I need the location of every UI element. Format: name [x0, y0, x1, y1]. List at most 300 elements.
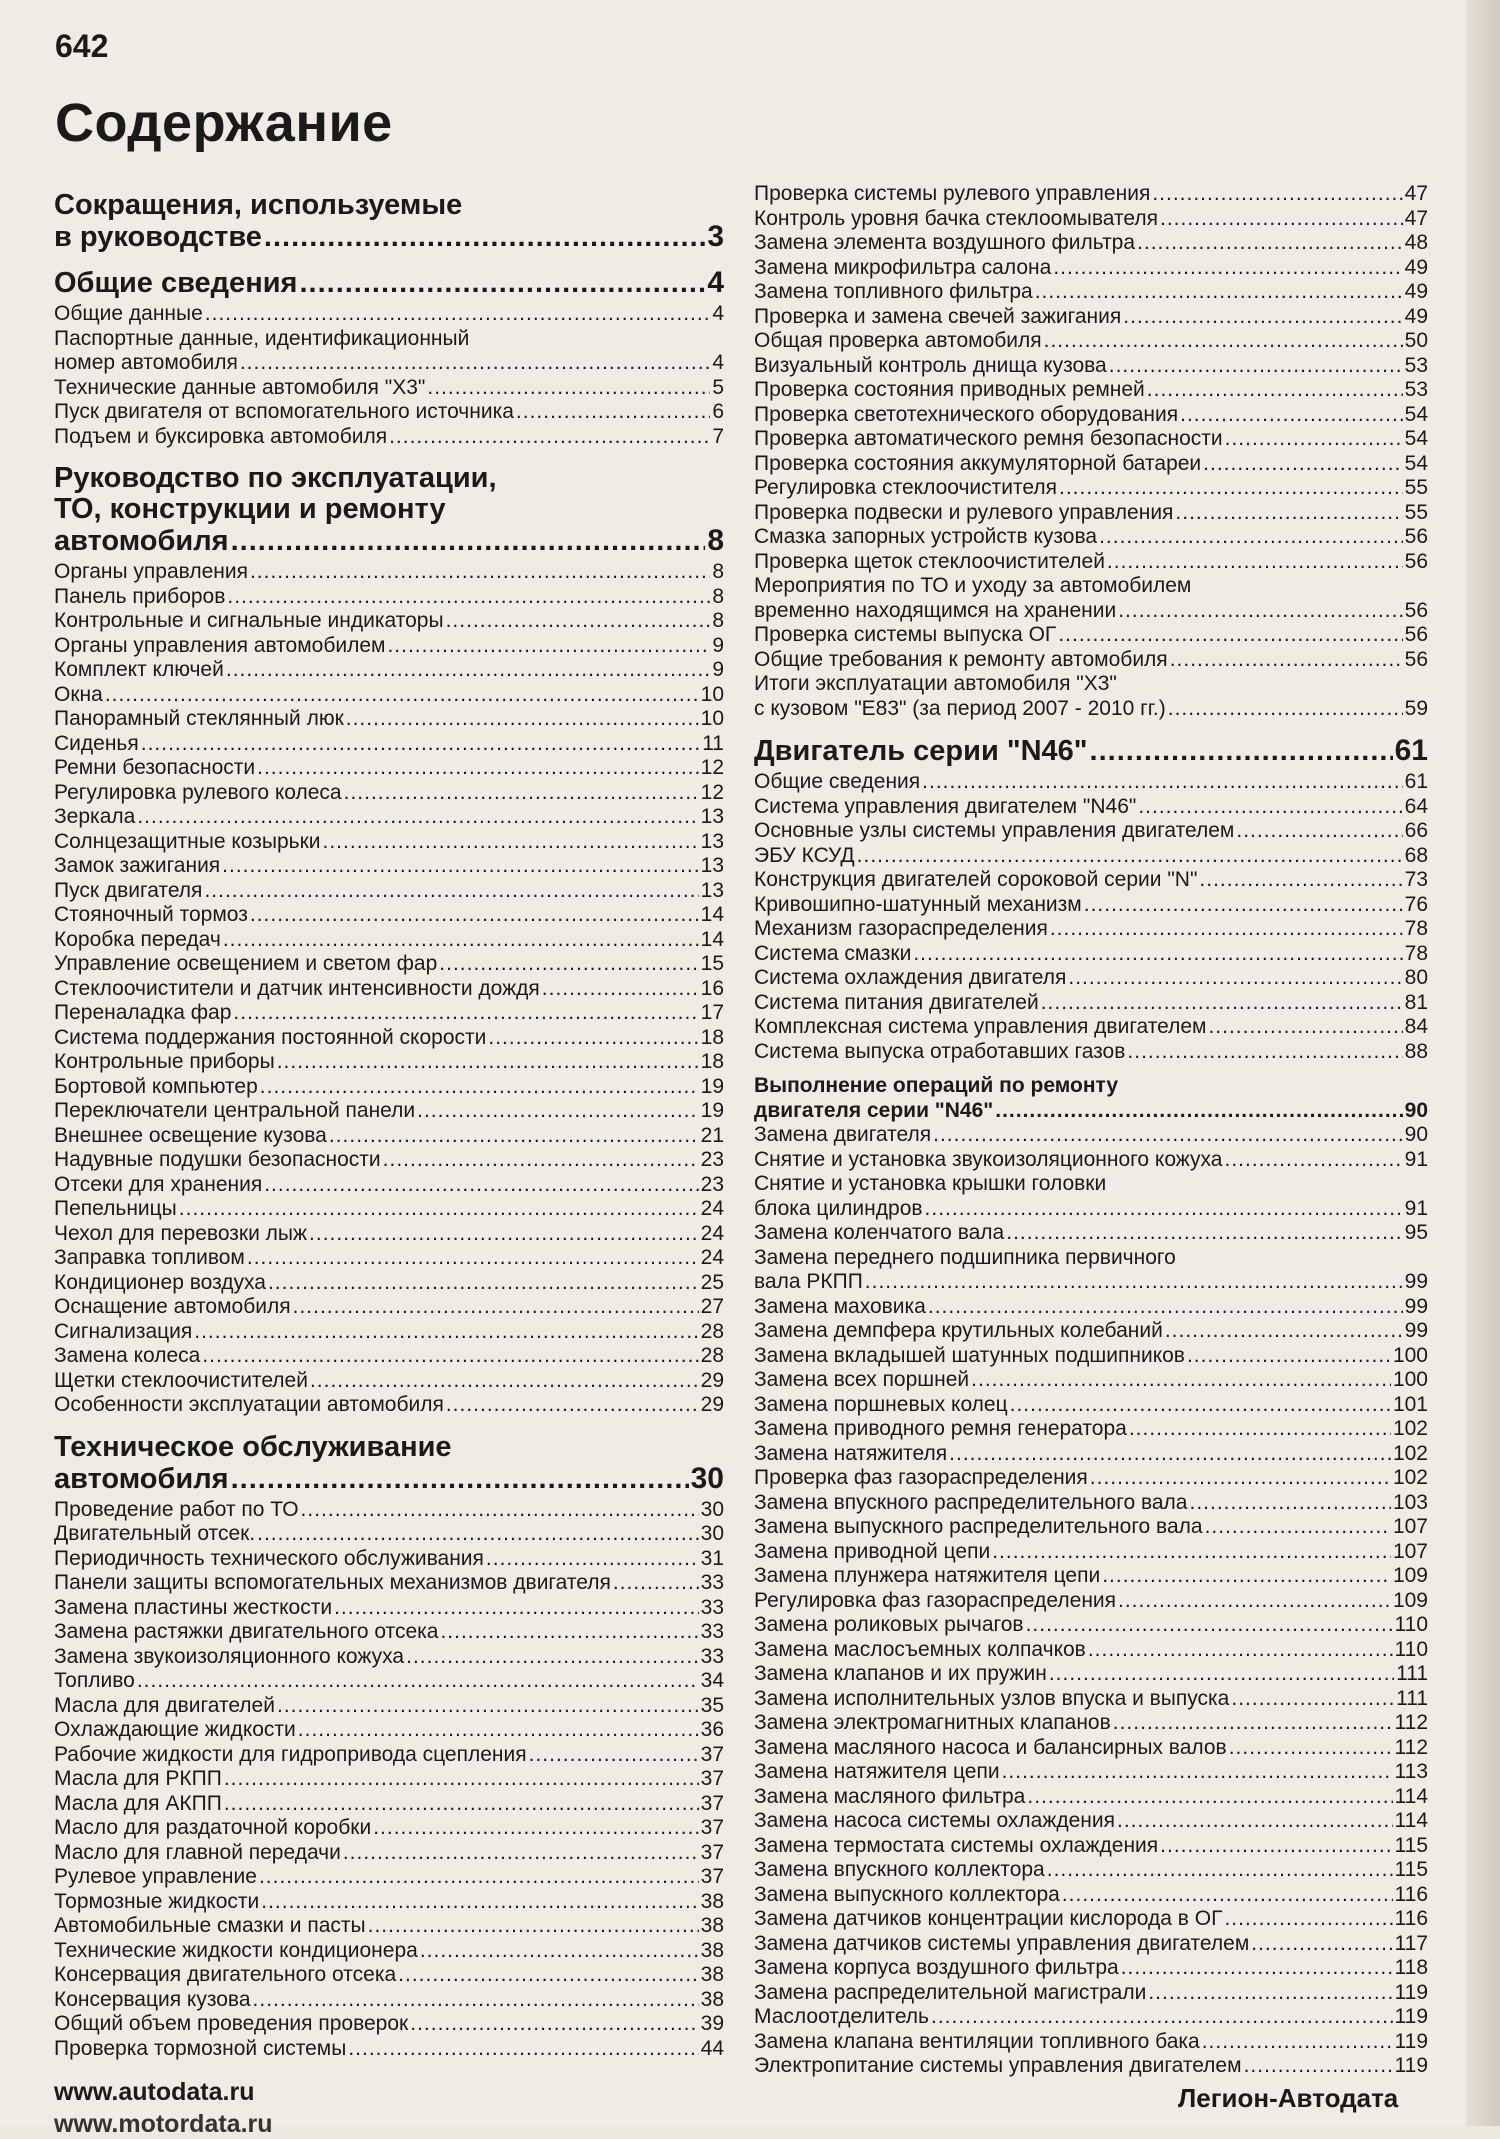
toc-entry-line — [54, 1173, 724, 1198]
toc-entry[interactable] — [754, 819, 1428, 844]
toc-entry[interactable] — [754, 1344, 1428, 1369]
toc-entry[interactable] — [54, 1099, 724, 1124]
toc-entry-title: Маслоотделитель — [754, 2005, 929, 2028]
toc-entry[interactable] — [54, 2012, 724, 2037]
toc-entry-line — [754, 329, 1428, 354]
toc-entry[interactable] — [54, 1124, 724, 1149]
toc-entry-line — [54, 928, 724, 953]
toc-entry[interactable] — [754, 1932, 1428, 1957]
toc-entry[interactable] — [754, 1393, 1428, 1418]
toc-entry-line — [54, 425, 724, 450]
toc-entry-line — [754, 1687, 1428, 1712]
toc-entry-title: Проверка и замена свечей зажигания — [754, 304, 1122, 328]
toc-entry-title: вала РКПП — [754, 1270, 863, 1293]
toc-entry[interactable] — [754, 868, 1428, 893]
toc-page-number: 80 — [1404, 966, 1428, 989]
toc-entry[interactable] — [754, 1442, 1428, 1467]
toc-entry-title: Замена термостата системы охлаждения — [754, 1833, 1159, 1857]
toc-entry[interactable] — [54, 585, 724, 610]
toc-page-number: 88 — [1404, 1039, 1428, 1063]
toc-entry[interactable] — [54, 854, 724, 879]
toc-page-number: 4 — [712, 302, 724, 325]
toc-entry[interactable] — [54, 1148, 724, 1173]
toc-entry[interactable] — [54, 683, 724, 708]
toc-entry[interactable] — [754, 1981, 1428, 2006]
toc-entry[interactable] — [754, 1172, 1428, 1221]
toc-entry-line — [54, 1001, 724, 1026]
toc-entry[interactable] — [54, 1271, 724, 1296]
toc-entry[interactable] — [754, 966, 1428, 991]
toc-entry-title: Замена клапанов и их пружин — [754, 1662, 1047, 1685]
toc-entry-line — [54, 585, 724, 610]
toc-entry-title: Система питания двигателей — [754, 990, 1039, 1014]
toc-entry[interactable] — [754, 1956, 1428, 1981]
toc-entry-line — [54, 1939, 724, 1964]
dot-leader — [439, 952, 698, 977]
toc-entry[interactable] — [54, 560, 724, 585]
toc-entry-title: Замена плунжера натяжителя цепи — [754, 1564, 1101, 1587]
toc-entry-title: Контроль уровня бачка стеклоомывателя — [754, 206, 1158, 230]
toc-entry-title: Контрольные приборы — [54, 1050, 275, 1073]
toc-entry[interactable] — [754, 1760, 1428, 1785]
toc-page-number: 14 — [700, 903, 724, 926]
dot-leader — [925, 1197, 1403, 1222]
toc-entry-line — [54, 756, 724, 781]
dot-leader — [1049, 1662, 1394, 1687]
toc-entry[interactable] — [754, 1809, 1428, 1834]
toc-entry-line — [754, 501, 1428, 526]
toc-entry[interactable] — [54, 781, 724, 806]
toc-entry[interactable] — [754, 1883, 1428, 1908]
toc-entry[interactable] — [54, 1939, 724, 1964]
toc-subsection[interactable] — [754, 1074, 1428, 1123]
dot-leader — [247, 1246, 699, 1271]
toc-page-number: 56 — [1404, 647, 1428, 671]
toc-entry[interactable] — [54, 1963, 724, 1988]
toc-entry[interactable] — [54, 1197, 724, 1222]
toc-entry[interactable] — [54, 977, 724, 1002]
toc-entry-title: Ремни безопасности — [54, 756, 256, 779]
toc-entry-title: Замена выпускного распределительного вала — [754, 1515, 1203, 1538]
toc-entry[interactable] — [754, 231, 1428, 256]
toc-entry[interactable] — [54, 830, 724, 855]
toc-entry[interactable] — [54, 634, 724, 659]
dot-leader — [613, 1571, 699, 1596]
toc-entry-title: Замена масляного насоса и балансирных валов — [754, 1735, 1227, 1759]
toc-entry-line — [754, 1344, 1428, 1369]
toc-entry[interactable] — [54, 1320, 724, 1345]
dot-leader — [264, 222, 705, 253]
dot-leader — [1058, 623, 1402, 648]
toc-entry[interactable] — [754, 942, 1428, 967]
toc-entry[interactable] — [754, 2030, 1428, 2055]
toc-entry[interactable] — [754, 1564, 1428, 1589]
dot-leader — [992, 1540, 1391, 1565]
toc-entry-title: Регулировка фаз газораспределения — [754, 1588, 1117, 1612]
toc-entry[interactable] — [54, 1571, 724, 1596]
toc-entry-title: Рулевое управление — [54, 1865, 257, 1888]
toc-entry[interactable] — [54, 1050, 724, 1075]
dot-leader — [105, 683, 699, 708]
toc-page-number: 4 — [712, 351, 724, 374]
toc-entry[interactable] — [754, 1515, 1428, 1540]
toc-page-number: 38 — [700, 1987, 724, 2011]
dot-leader — [1231, 1687, 1394, 1712]
toc-entry-line — [54, 1694, 724, 1719]
toc-entry-title: Система смазки — [754, 941, 912, 965]
toc-page-number: 8 — [707, 524, 724, 557]
toc-entry[interactable] — [54, 1522, 724, 1547]
toc-entry-line — [54, 1320, 724, 1345]
toc-entry-title: Комплексная система управления двигателем — [754, 1015, 1207, 1038]
dot-leader — [1180, 403, 1403, 428]
toc-page-number: 114 — [1394, 1784, 1428, 1808]
toc-page-number: 33 — [700, 1571, 724, 1594]
dot-leader — [373, 1816, 698, 1841]
toc-entry-line — [754, 917, 1428, 942]
toc-entry-title: Коробка передач — [54, 927, 221, 951]
toc-page-number: 110 — [1394, 1613, 1428, 1636]
toc-entry[interactable] — [754, 1540, 1428, 1565]
dot-leader — [1002, 1760, 1393, 1785]
toc-entry-line — [54, 707, 724, 732]
toc-entry-line — [54, 830, 724, 855]
toc-entry-line — [54, 351, 724, 376]
toc-entry-line — [54, 1197, 724, 1222]
toc-section[interactable] — [54, 463, 724, 557]
toc-entry[interactable] — [54, 1816, 724, 1841]
toc-entry[interactable] — [54, 1865, 724, 1890]
toc-page-number: 111 — [1396, 1662, 1428, 1685]
footer-site-link[interactable]: www.autodata.ru — [54, 2078, 255, 2106]
dot-leader — [1062, 1883, 1393, 1908]
toc-entry-title: ЭБУ КСУД — [754, 843, 855, 867]
toc-entry[interactable] — [754, 770, 1428, 795]
toc-entry-line — [754, 1540, 1428, 1565]
toc-page-number: 47 — [1404, 206, 1428, 230]
dot-leader — [226, 658, 710, 683]
toc-entry[interactable] — [54, 1547, 724, 1572]
toc-page-number: 11 — [702, 731, 724, 755]
toc-entry[interactable] — [54, 805, 724, 830]
toc-entry[interactable] — [54, 1369, 724, 1394]
toc-entry[interactable] — [54, 1222, 724, 1247]
toc-entry[interactable] — [54, 903, 724, 928]
toc-entry[interactable] — [754, 305, 1428, 330]
toc-entry[interactable] — [754, 893, 1428, 918]
toc-entry-line — [754, 770, 1428, 795]
toc-entry[interactable] — [754, 256, 1428, 281]
toc-page-number: 118 — [1394, 1956, 1428, 1979]
toc-entry[interactable] — [754, 1613, 1428, 1638]
toc-page-number: 55 — [1404, 500, 1428, 524]
toc-entry[interactable] — [754, 1148, 1428, 1173]
toc-entry-line — [754, 868, 1428, 893]
toc-entry-line — [54, 1050, 724, 1075]
toc-entry[interactable] — [754, 550, 1428, 575]
toc-page-number: 44 — [700, 2036, 724, 2060]
toc-entry-line — [54, 903, 724, 928]
toc-entry-line — [54, 1075, 724, 1100]
toc-entry-title: Проверка светотехнического оборудования — [754, 402, 1179, 426]
toc-entry[interactable] — [754, 1858, 1428, 1883]
toc-page-number: 111 — [1396, 1686, 1428, 1710]
toc-entry-title: Замена колеса — [54, 1344, 201, 1367]
toc-entry-title: Отсеки для хранения — [54, 1172, 263, 1196]
toc-page-number: 54 — [1404, 402, 1428, 426]
toc-entry[interactable] — [754, 329, 1428, 354]
toc-entry[interactable] — [754, 207, 1428, 232]
toc-entry-line — [754, 735, 1428, 767]
dot-leader — [857, 844, 1403, 869]
toc-entry[interactable] — [754, 574, 1428, 623]
toc-entry[interactable] — [754, 648, 1428, 673]
toc-page-number: 116 — [1394, 1907, 1428, 1930]
toc-page-number: 28 — [700, 1319, 724, 1343]
dot-leader — [1152, 182, 1402, 207]
toc-entry[interactable] — [754, 1736, 1428, 1761]
toc-entry[interactable] — [754, 1221, 1428, 1246]
toc-entry[interactable] — [54, 1075, 724, 1100]
page-edge — [1466, 0, 1500, 2126]
toc-entry[interactable] — [54, 302, 724, 327]
toc-page-number: 4 — [707, 266, 724, 299]
toc-entry[interactable] — [54, 756, 724, 781]
toc-entry[interactable] — [54, 928, 724, 953]
toc-entry[interactable] — [754, 403, 1428, 428]
toc-page-number: 113 — [1394, 1760, 1428, 1783]
toc-entry[interactable] — [54, 2037, 724, 2062]
dot-leader — [1165, 1319, 1403, 1344]
toc-entry-line — [754, 1442, 1428, 1467]
toc-entry[interactable] — [54, 952, 724, 977]
toc-entry-title: Общая проверка автомобиля — [754, 329, 1042, 352]
dot-leader — [949, 1442, 1391, 1467]
toc-entry-line — [754, 1040, 1428, 1065]
toc-entry[interactable] — [754, 844, 1428, 869]
dot-leader — [231, 1464, 689, 1495]
toc-entry[interactable] — [754, 1687, 1428, 1712]
toc-entry[interactable] — [754, 378, 1428, 403]
dot-leader — [1205, 1515, 1391, 1540]
toc-entry[interactable] — [754, 1246, 1428, 1295]
toc-entry-title: Замок зажигания — [54, 854, 221, 877]
toc-entry[interactable] — [754, 795, 1428, 820]
toc-entry[interactable] — [54, 732, 724, 757]
dot-leader — [913, 942, 1402, 967]
toc-entry[interactable] — [754, 2054, 1428, 2079]
toc-entry[interactable] — [754, 672, 1428, 721]
toc-page-number: 100 — [1392, 1368, 1428, 1391]
toc-page-number: 24 — [700, 1246, 724, 1269]
toc-entry[interactable] — [54, 1344, 724, 1369]
toc-entry[interactable] — [754, 2005, 1428, 2030]
toc-entry-line — [54, 1718, 724, 1743]
dot-leader — [1121, 1956, 1393, 1981]
toc-entry[interactable] — [54, 376, 724, 401]
toc-entry[interactable] — [754, 354, 1428, 379]
toc-entry[interactable] — [54, 1173, 724, 1198]
toc-entry[interactable] — [754, 1295, 1428, 1320]
toc-entry-line — [754, 1393, 1428, 1418]
toc-entry[interactable] — [754, 1785, 1428, 1810]
toc-entry[interactable] — [54, 1841, 724, 1866]
dot-leader — [1127, 1040, 1402, 1065]
toc-entry[interactable] — [754, 1123, 1428, 1148]
toc-entry-title-line: Руководство по эксплуатации, — [54, 462, 497, 494]
dot-leader — [293, 1295, 699, 1320]
toc-page-number: 34 — [700, 1669, 724, 1692]
toc-section[interactable] — [54, 1432, 724, 1495]
toc-entry[interactable] — [54, 1001, 724, 1026]
toc-section[interactable] — [54, 190, 724, 253]
toc-entry[interactable] — [754, 452, 1428, 477]
toc-entry[interactable] — [54, 1498, 724, 1523]
toc-page-number: 91 — [1404, 1147, 1428, 1171]
toc-entry[interactable] — [754, 1638, 1428, 1663]
toc-entry[interactable] — [754, 917, 1428, 942]
toc-entry-line — [54, 1596, 724, 1621]
toc-entry[interactable] — [54, 1026, 724, 1051]
toc-page-number: 110 — [1394, 1637, 1428, 1661]
toc-entry-line — [754, 2030, 1428, 2055]
toc-entry-title: Панель приборов — [54, 584, 226, 608]
dot-leader — [1006, 1221, 1402, 1246]
toc-page-number: 39 — [700, 2012, 724, 2035]
toc-page-number: 18 — [700, 1050, 724, 1073]
toc-entry[interactable] — [754, 501, 1428, 526]
toc-page-number: 54 — [1404, 451, 1428, 475]
toc-entry[interactable] — [54, 1694, 724, 1719]
toc-entry-title: Замена впускного коллектора — [754, 1858, 1045, 1881]
toc-entry-line — [754, 354, 1428, 379]
toc-entry[interactable] — [754, 623, 1428, 648]
toc-entry[interactable] — [54, 327, 724, 376]
toc-page-number: 24 — [700, 1221, 724, 1245]
toc-entry[interactable] — [54, 658, 724, 683]
toc-entry-title: Оснащение автомобиля — [54, 1295, 291, 1318]
toc-entry-title: двигателя серии "N46" — [754, 1098, 994, 1122]
toc-entry[interactable] — [754, 1589, 1428, 1614]
dot-leader — [261, 1890, 698, 1915]
toc-page-number: 99 — [1404, 1270, 1428, 1293]
toc-entry-title: Замена двигателя — [754, 1123, 932, 1146]
toc-entry[interactable] — [54, 1620, 724, 1645]
toc-entry-title: Сигнализация — [54, 1319, 193, 1343]
toc-entry-title: Общие данные — [54, 302, 203, 325]
toc-page-number: 56 — [1404, 623, 1428, 646]
dot-leader — [1229, 1736, 1393, 1761]
toc-entry[interactable] — [54, 1743, 724, 1768]
toc-entry[interactable] — [754, 1491, 1428, 1516]
toc-entry[interactable] — [754, 427, 1428, 452]
toc-entry-line — [54, 1767, 724, 1792]
toc-entry[interactable] — [54, 1645, 724, 1670]
toc-entry-line — [54, 1547, 724, 1572]
toc-entry-title: Щетки стеклоочистителей — [54, 1368, 308, 1392]
toc-entry[interactable] — [754, 182, 1428, 207]
footer-site-link-2[interactable]: www.motordata.ru — [54, 2110, 273, 2138]
toc-entry[interactable] — [754, 991, 1428, 1016]
toc-entry-title: Пуск двигателя — [54, 878, 203, 902]
toc-entry-line — [54, 1246, 724, 1271]
toc-entry[interactable] — [754, 525, 1428, 550]
dot-leader — [1099, 525, 1403, 550]
toc-entry[interactable] — [54, 425, 724, 450]
toc-entry[interactable] — [54, 1596, 724, 1621]
toc-section[interactable] — [754, 735, 1428, 767]
toc-entry-line — [754, 1711, 1428, 1736]
toc-entry-line — [54, 1914, 724, 1939]
toc-entry[interactable] — [754, 1662, 1428, 1687]
toc-entry[interactable] — [754, 1466, 1428, 1491]
toc-entry[interactable] — [754, 1834, 1428, 1859]
toc-page-number: 33 — [700, 1595, 724, 1619]
dot-leader — [865, 1270, 1403, 1295]
toc-entry[interactable] — [54, 1669, 724, 1694]
toc-entry-line — [754, 1466, 1428, 1491]
toc-entry-title: Бортовой компьютер — [54, 1074, 258, 1098]
toc-entry-line — [754, 1907, 1428, 1932]
toc-entry-title: Система поддержания постоянной скорости — [54, 1025, 487, 1049]
toc-entry[interactable] — [54, 1246, 724, 1271]
dot-leader — [1041, 991, 1403, 1016]
toc-entry-title: Замена насоса системы охлаждения — [754, 1809, 1116, 1832]
toc-entry-line — [54, 1099, 724, 1124]
toc-entry-title: Регулировка стеклоочистителя — [754, 476, 1058, 499]
toc-entry[interactable] — [54, 1718, 724, 1743]
toc-entry[interactable] — [54, 707, 724, 732]
toc-page-number: 102 — [1392, 1417, 1428, 1440]
toc-entry[interactable] — [54, 400, 724, 425]
toc-entry-line — [754, 599, 1428, 624]
toc-page-number: 107 — [1392, 1539, 1428, 1563]
toc-section[interactable] — [54, 267, 724, 299]
toc-entry[interactable] — [754, 1711, 1428, 1736]
toc-entry[interactable] — [754, 1368, 1428, 1393]
toc-entry[interactable] — [54, 1792, 724, 1817]
dot-leader — [931, 2005, 1393, 2030]
dot-leader — [1084, 893, 1403, 918]
toc-entry[interactable] — [54, 1767, 724, 1792]
toc-entry[interactable] — [54, 1393, 724, 1418]
toc-entry[interactable] — [54, 1295, 724, 1320]
dot-leader — [488, 1026, 698, 1051]
toc-entry[interactable] — [754, 1015, 1428, 1040]
dot-leader — [299, 268, 705, 299]
toc-entry[interactable] — [54, 1914, 724, 1939]
toc-entry[interactable] — [754, 476, 1428, 501]
dot-leader — [1160, 207, 1403, 232]
toc-entry-title: Регулировка рулевого колеса — [54, 780, 342, 804]
toc-entry[interactable] — [54, 1890, 724, 1915]
toc-entry-line — [54, 952, 724, 977]
toc-entry[interactable] — [754, 280, 1428, 305]
toc-entry[interactable] — [54, 609, 724, 634]
toc-entry-line — [54, 634, 724, 659]
toc-page-number: 29 — [700, 1368, 724, 1392]
dot-leader — [250, 903, 699, 928]
toc-entry-title: Стеклоочистители и датчик интенсивности дождя — [54, 976, 540, 1000]
toc-entry[interactable] — [754, 1417, 1428, 1442]
toc-entry[interactable] — [754, 1319, 1428, 1344]
toc-page-number: 112 — [1394, 1735, 1428, 1759]
toc-entry[interactable] — [754, 1040, 1428, 1065]
toc-entry[interactable] — [754, 1907, 1428, 1932]
toc-entry[interactable] — [54, 879, 724, 904]
toc-entry-line — [754, 1221, 1428, 1246]
toc-entry[interactable] — [54, 1988, 724, 2013]
